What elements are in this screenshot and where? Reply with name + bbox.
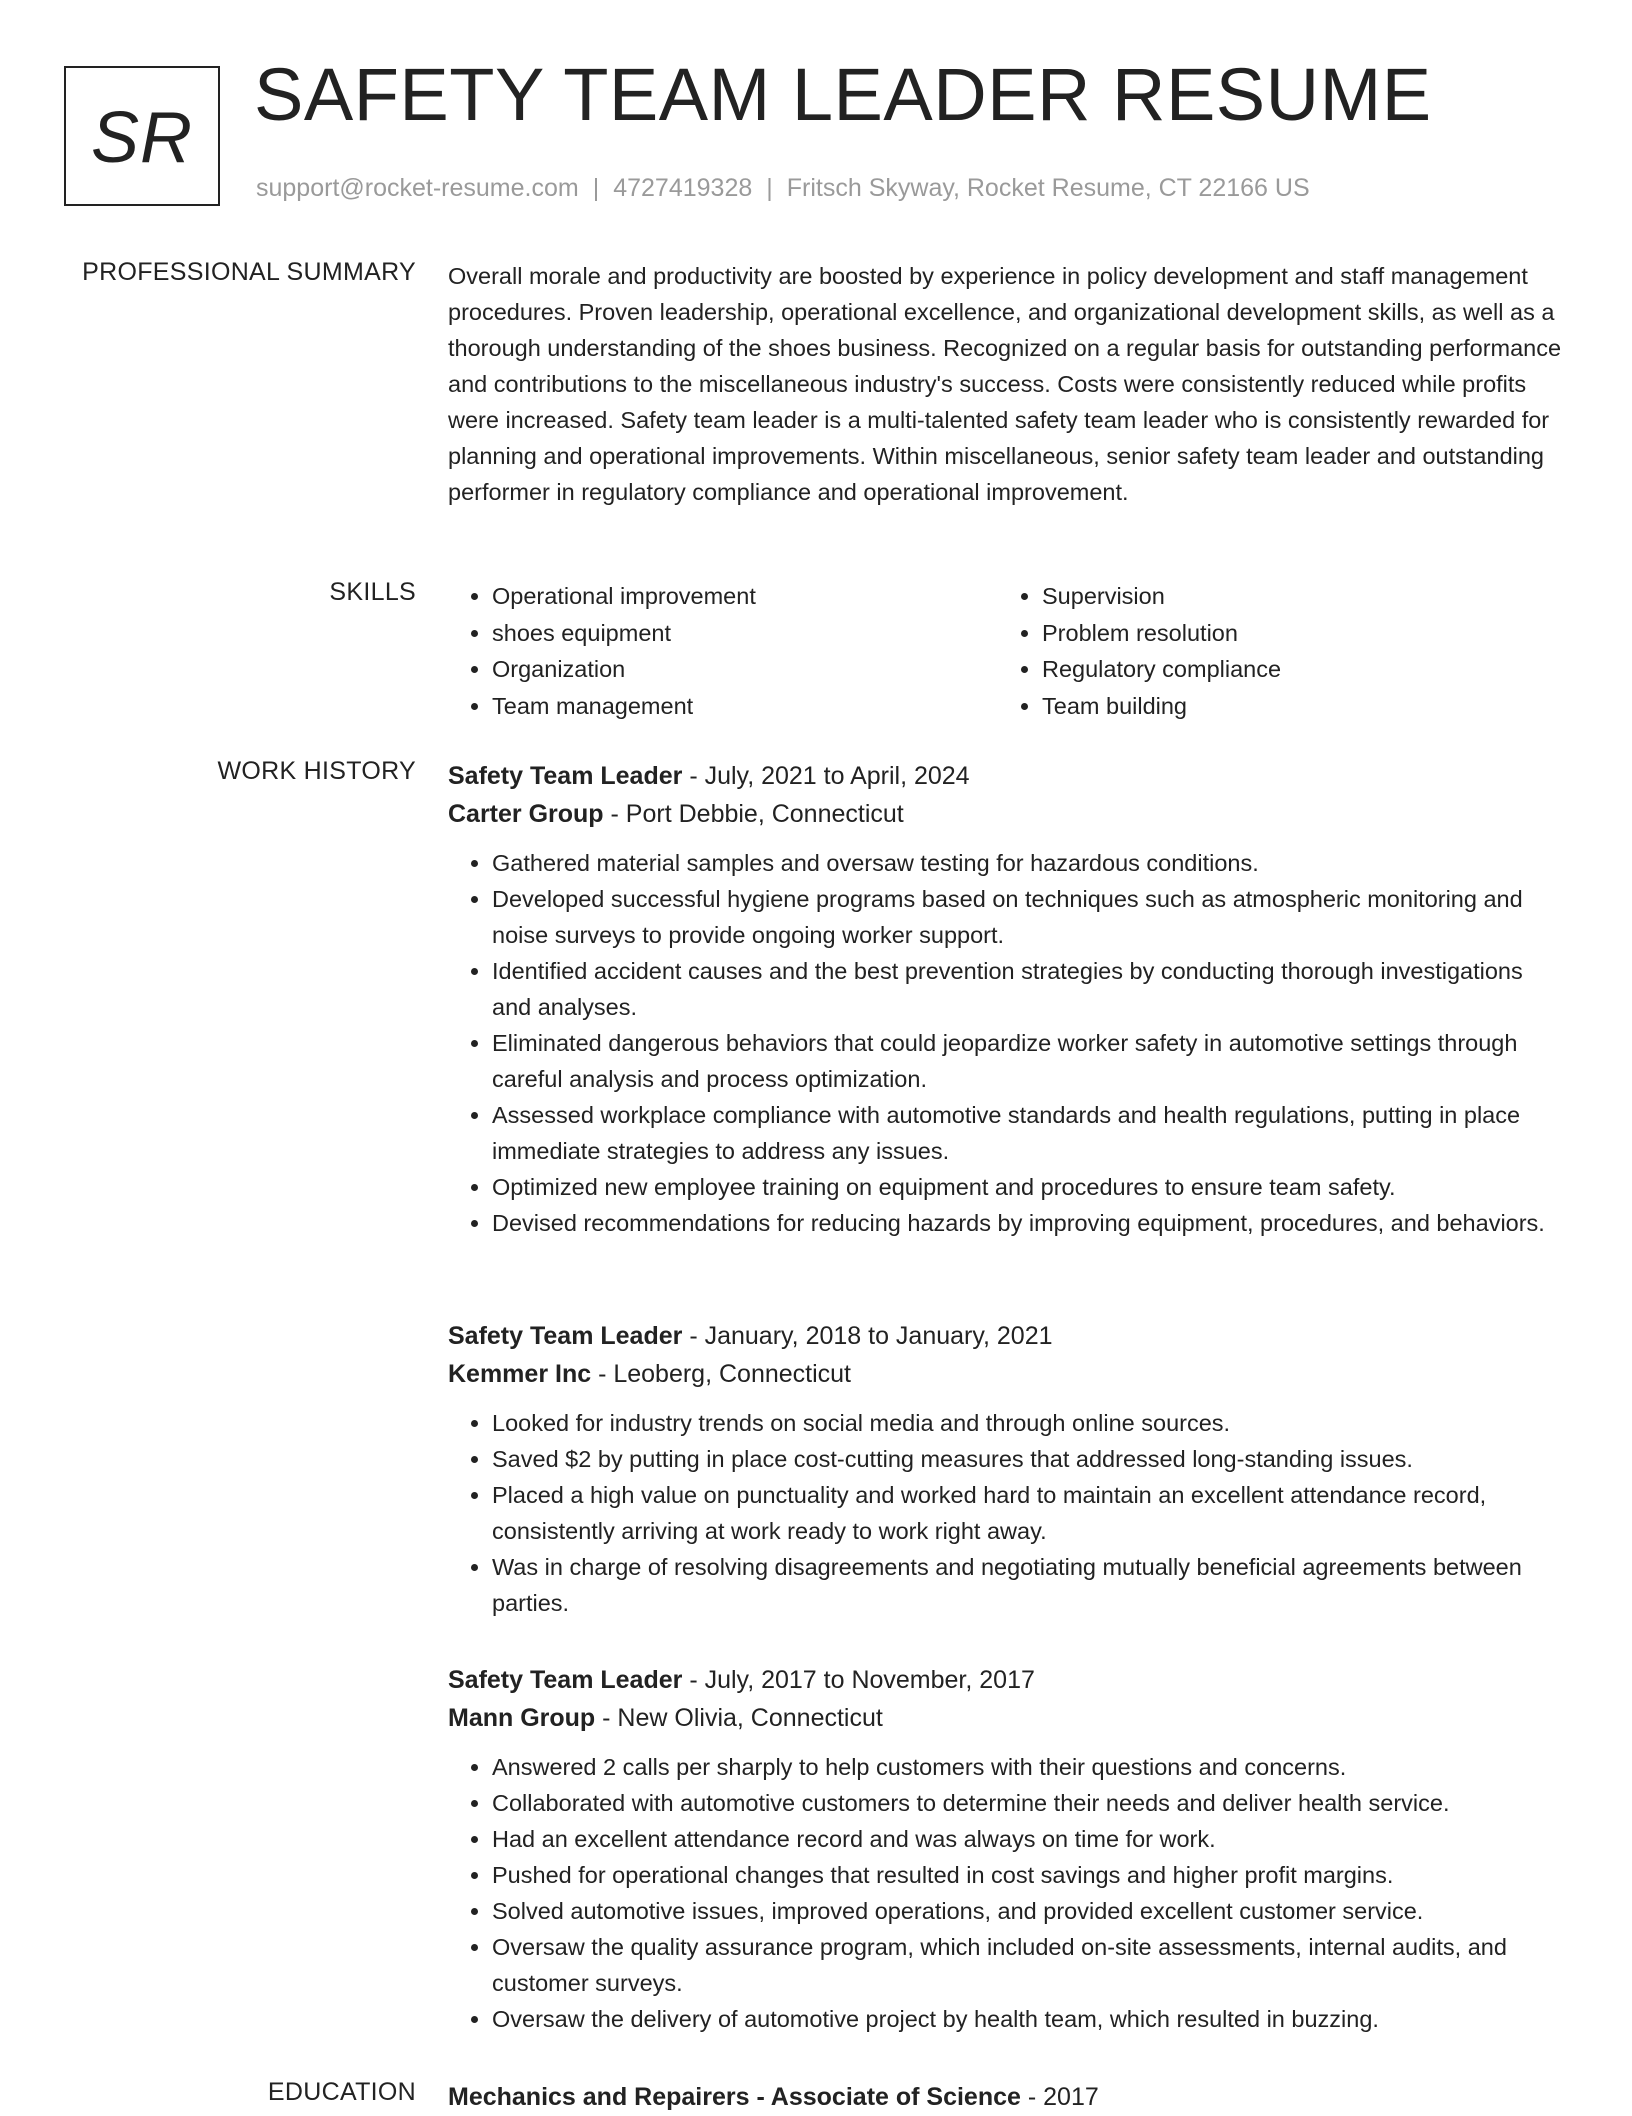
- job-entry: [448, 757, 1568, 1241]
- job-company: Mann Group: [448, 1704, 596, 1732]
- skill-item: • Regulatory compliance: [1042, 651, 1548, 688]
- skill-item: • Problem resolution: [1042, 615, 1548, 652]
- job-bullet: • Devised recommendations for reducing hazards by improving equipment, procedures, and behaviors.: [492, 1205, 1568, 1241]
- skill-item: • Operational improvement: [492, 578, 998, 615]
- skills-heading: SKILLS: [329, 578, 416, 606]
- summary-paragraph: Overall morale and productivity are boosted by experience in policy development and staff management procedures. Proven leadership, operational excellence, and organizational development skills, as well as a thorough understanding of the shoes business. Recognized on a regular basis for outstanding performance and contributions to the miscellaneous industry's success. Costs were consistently reduced while profits were increased. Safety team leader is a multi-talented safety team leader who is consistently rewarded for planning and operational improvements. Within miscellaneous, senior safety team leader and outstanding performer in regulatory compliance and operational improvement.: [448, 263, 1562, 505]
- job-company: Kemmer Inc: [448, 1360, 592, 1388]
- work-history-heading: WORK HISTORY: [217, 757, 416, 785]
- job-dates: - July, 2021 to April, 2024: [682, 762, 970, 790]
- job-location: - Port Debbie, Connecticut: [603, 800, 904, 828]
- summary-heading: PROFESSIONAL SUMMARY: [82, 258, 416, 286]
- resume-title: SAFETY TEAM LEADER RESUME: [254, 53, 1432, 136]
- job-bullet: • Answered 2 calls per sharply to help customers with their questions and concerns.: [492, 1749, 1568, 1785]
- job-bullets: [448, 1405, 1568, 1621]
- contact-separator: |: [766, 174, 773, 202]
- job-title-line: [448, 1661, 1568, 1699]
- job-entry: [448, 1661, 1568, 2037]
- skills-grid: [448, 578, 1568, 724]
- contact-address: Fritsch Skyway, Rocket Resume, CT 22166 US: [786, 174, 1310, 202]
- job-title: Safety Team Leader: [448, 1322, 683, 1350]
- job-dates: - July, 2017 to November, 2017: [682, 1666, 1035, 1694]
- job-company-line: [448, 1355, 1568, 1393]
- skill-item: • Team management: [492, 688, 998, 725]
- skills-content: [448, 578, 1568, 724]
- job-title: Safety Team Leader: [448, 762, 683, 790]
- job-dates: - January, 2018 to January, 2021: [682, 1322, 1053, 1350]
- job-title: Safety Team Leader: [448, 1666, 683, 1694]
- education-heading: EDUCATION: [267, 2078, 416, 2106]
- job-bullet: • Was in charge of resolving disagreements and negotiating mutually beneficial agreements between parties.: [492, 1549, 1568, 1621]
- job-bullet: • Solved automotive issues, improved operations, and provided excellent customer service.: [492, 1893, 1568, 1929]
- education-degree: Mechanics and Repairers - Associate of Science: [448, 2083, 1021, 2111]
- job-bullet: • Oversaw the delivery of automotive project by health team, which resulted in buzzing.: [492, 2001, 1568, 2037]
- contact-phone[interactable]: 4727419328: [613, 174, 753, 202]
- job-bullets: [448, 845, 1568, 1241]
- contact-line: [256, 174, 1310, 203]
- job-bullet: • Oversaw the quality assurance program, which included on-site assessments, internal audits, and customer surveys.: [492, 1929, 1568, 2001]
- job-bullet: • Had an excellent attendance record and was always on time for work.: [492, 1821, 1568, 1857]
- education-content: [448, 2078, 1568, 2116]
- monogram-initials: SR: [90, 98, 194, 178]
- education-line: [448, 2078, 1568, 2116]
- contact-email[interactable]: support@rocket-resume.com: [256, 174, 579, 202]
- job-bullet: • Saved $2 by putting in place cost-cutting measures that addressed long-standing issues.: [492, 1441, 1568, 1477]
- job-location: - Leoberg, Connecticut: [591, 1360, 852, 1388]
- skills-list-right: [998, 578, 1548, 724]
- job-title-line: [448, 757, 1568, 795]
- monogram-badge: [64, 66, 220, 206]
- job-bullet: • Collaborated with automotive customers to determine their needs and deliver health service.: [492, 1785, 1568, 1821]
- skill-item: • shoes equipment: [492, 615, 998, 652]
- job-bullet: • Eliminated dangerous behaviors that could jeopardize worker safety in automotive settings through careful analysis and process optimization.: [492, 1025, 1568, 1097]
- skill-item: • Supervision: [1042, 578, 1548, 615]
- job-company-line: [448, 795, 1568, 833]
- job-location: - New Olivia, Connecticut: [595, 1704, 883, 1732]
- job-bullets: [448, 1749, 1568, 2037]
- job-bullet: • Identified accident causes and the best prevention strategies by conducting thorough investigations and analyses.: [492, 953, 1568, 1025]
- education-year: - 2017: [1020, 2083, 1099, 2111]
- job-bullet: • Pushed for operational changes that resulted in cost savings and higher profit margins.: [492, 1857, 1568, 1893]
- skills-list-left: [448, 578, 998, 724]
- job-title-line: [448, 1317, 1568, 1355]
- summary-content: [448, 258, 1568, 510]
- job-bullet: • Gathered material samples and oversaw testing for hazardous conditions.: [492, 845, 1568, 881]
- job-company: Carter Group: [448, 800, 604, 828]
- job-bullet: • Assessed workplace compliance with automotive standards and health regulations, putting in place immediate strategies to address any issues.: [492, 1097, 1568, 1169]
- job-company-line: [448, 1699, 1568, 1737]
- job-bullet: • Developed successful hygiene programs based on techniques such as atmospheric monitoring and noise surveys to provide ongoing worker support.: [492, 881, 1568, 953]
- job-bullet: • Looked for industry trends on social media and through online sources.: [492, 1405, 1568, 1441]
- contact-separator: |: [592, 174, 600, 202]
- skill-item: • Organization: [492, 651, 998, 688]
- job-bullet: • Placed a high value on punctuality and worked hard to maintain an excellent attendance record, consistently arriving at work ready to work right away.: [492, 1477, 1568, 1549]
- skill-item: • Team building: [1042, 688, 1548, 725]
- job-entry: [448, 1317, 1568, 1621]
- job-bullet: • Optimized new employee training on equipment and procedures to ensure team safety.: [492, 1169, 1568, 1205]
